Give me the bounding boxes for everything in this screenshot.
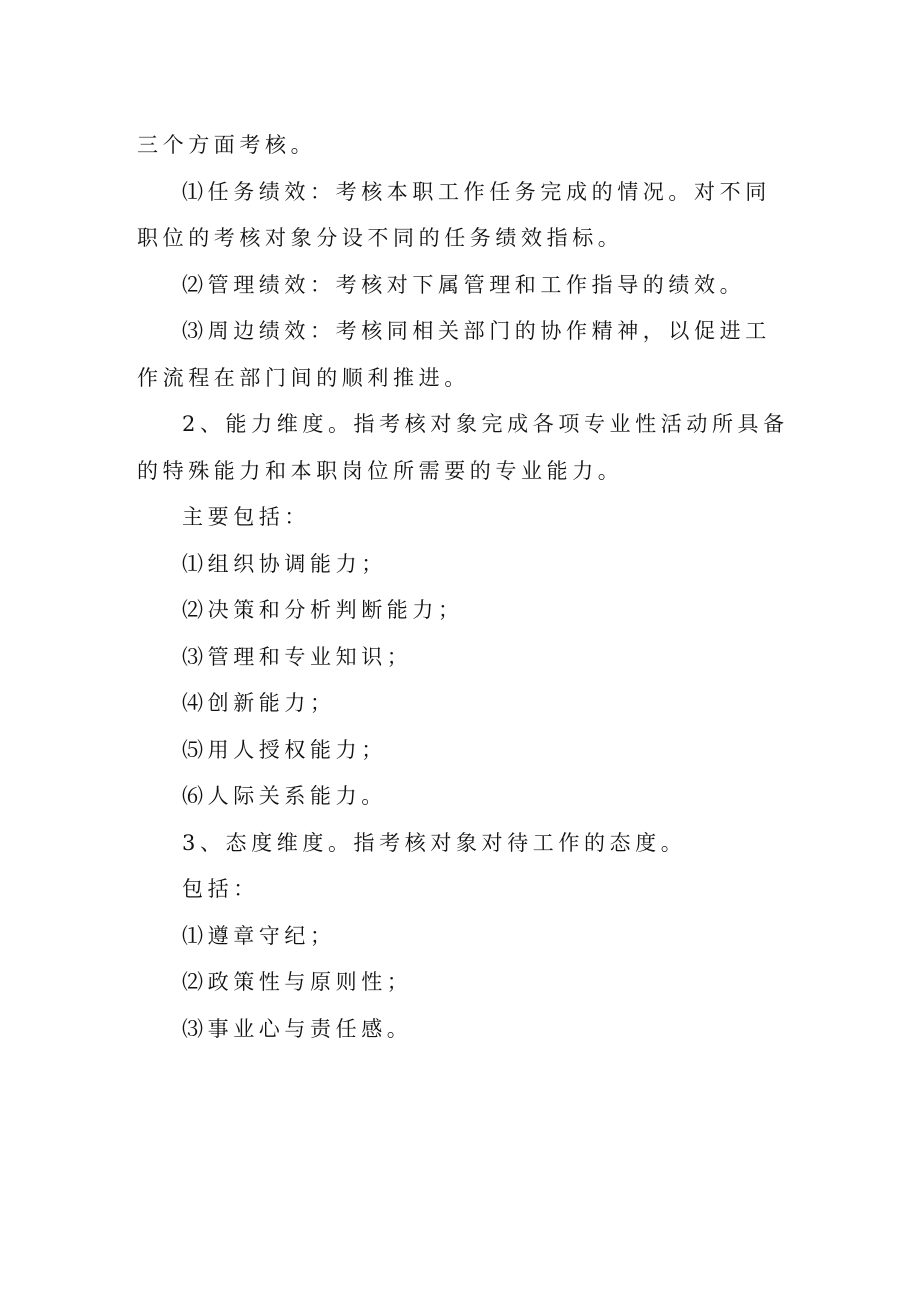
- list-item-ability-1: ⑴组织协调能力；: [182, 551, 387, 576]
- list-item-ability-3: ⑶管理和专业知识；: [182, 644, 413, 669]
- list-item-attitude-2: ⑵政策性与原则性；: [182, 970, 413, 994]
- paragraph-ability-dimension: 2、能力维度。指考核对象完成各项专业性活动所具备的特殊能力和本职岗位所需要的专业能力。: [137, 412, 789, 483]
- paragraph-peripheral-performance: ⑶周边绩效：考核同相关部门的协作精神，以促进工作流程在部门间的顺利推进。: [137, 319, 771, 390]
- paragraph-continuation: 三个方面考核。: [137, 133, 317, 157]
- paragraph-task-performance: ⑴任务绩效：考核本职工作任务完成的情况。对不同职位的考核对象分设不同的任务绩效指标。: [137, 179, 771, 250]
- paragraph-mainly-includes: 主要包括：: [182, 505, 310, 529]
- list-item-ability-6: ⑹人际关系能力。: [182, 784, 387, 808]
- list-item-ability-5: ⑸用人授权能力；: [182, 737, 387, 762]
- paragraph-management-performance: ⑵管理绩效：考核对下属管理和工作指导的绩效。: [182, 272, 746, 297]
- paragraph-attitude-dimension: 3、态度维度。指考核对象对待工作的态度。: [182, 830, 687, 855]
- list-item-attitude-1: ⑴遵章守纪；: [182, 923, 336, 948]
- paragraph-includes: 包括：: [182, 877, 259, 901]
- list-item-ability-2: ⑵决策和分析判断能力；: [182, 598, 464, 622]
- list-item-attitude-3: ⑶事业心与责任感。: [182, 1016, 413, 1041]
- document-body: [137, 122, 789, 1052]
- list-item-ability-4: ⑷创新能力；: [182, 691, 336, 715]
